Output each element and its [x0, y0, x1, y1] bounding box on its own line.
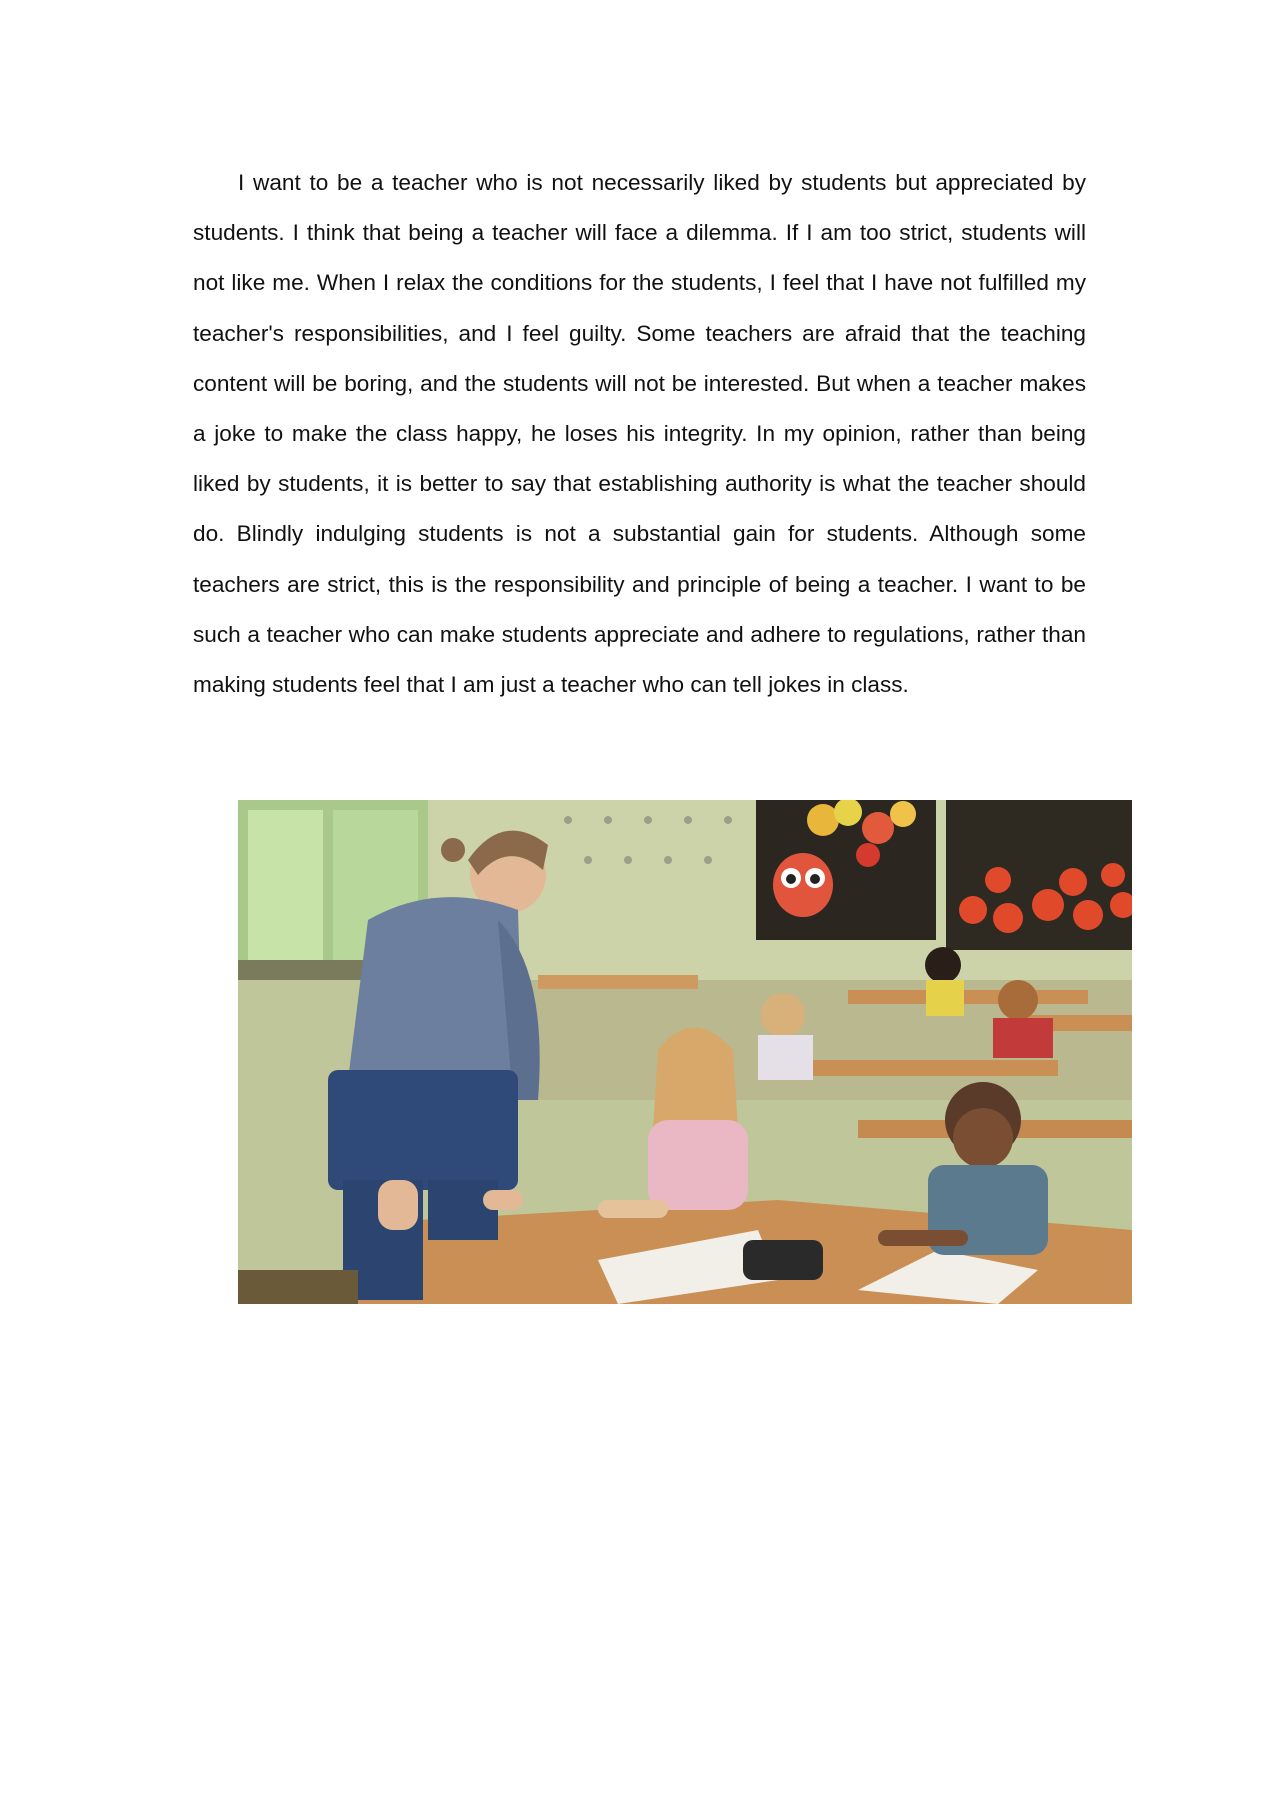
body-paragraph: I want to be a teacher who is not necessarily liked by students but appreciated by students. I think that being a teacher will face a dilemma. If I am too strict, students will not like me. When I relax the conditions for the students, I feel that I have not fulfilled my teacher's responsibilities, and I feel guilty. Some teachers are afraid that the teaching content will be boring, and the students will not be interested. But when a teacher makes a joke to make the class happy, he loses his integrity. In my opinion, rather than being liked by students, it is better to say that establishing authority is what the teacher should do. Blindly indulging students is not a substantial gain for students. Although some teachers are strict, this is the responsibility and principle of being a teacher. I want to be such a teacher who can make students appreciate and adhere to regulations, rather than making students feel that I am just a teacher who can tell jokes in class.	[193, 170, 1086, 698]
classroom-photo	[238, 800, 1132, 1304]
classroom-photo-illustration	[238, 800, 1132, 1304]
